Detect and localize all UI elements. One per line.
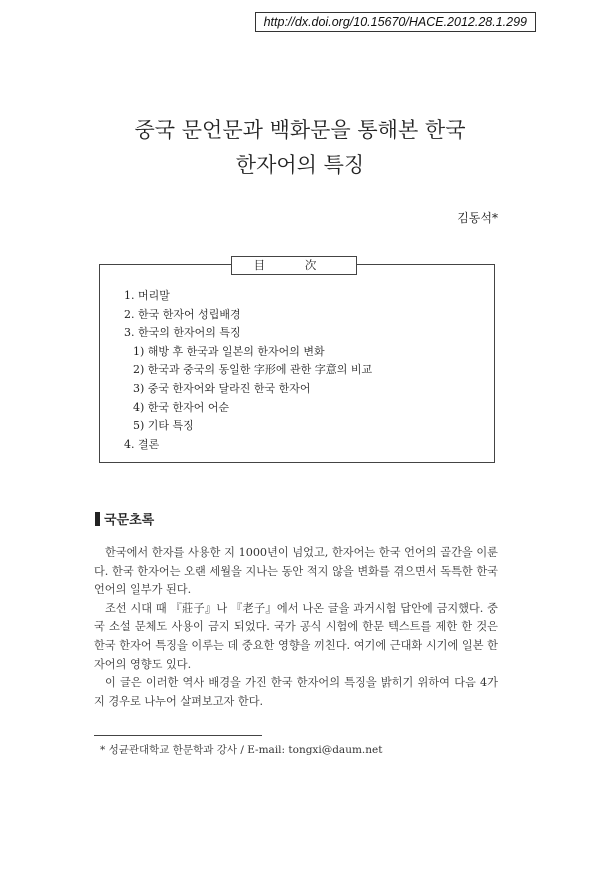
toc-item: 2. 한국 한자어 성립배경 (124, 307, 241, 321)
paper-title-line-1: 중국 문언문과 백화문을 통해본 한국 (134, 118, 466, 142)
abstract-paragraph: 이 글은 이러한 역사 배경을 가진 한국 한자어의 특징을 밝히기 위하여 다음 4가지 경우로 나누어 살펴보고자 한다. (94, 676, 498, 708)
author-name: 김동석* (457, 211, 498, 225)
toc-subitem: 4) 한국 한자어 어순 (133, 400, 230, 414)
author-footnote: * 성균관대학교 한문학과 강사 / E-mail: tongxi@daum.net (100, 744, 383, 756)
abstract-heading (95, 509, 154, 528)
toc-item: 3. 한국의 한자어의 특징 (124, 326, 241, 340)
footnote-divider (94, 735, 262, 736)
table-of-contents (99, 258, 495, 463)
toc-subitem: 2) 한국과 중국의 동일한 字形에 관한 字意의 비교 (133, 363, 373, 377)
toc-list (124, 287, 372, 454)
abstract-paragraph: 조선 시대 때 『莊子』나 『老子』에서 나온 글을 과거시험 답안에 금지했다. 중국 소설 문체도 사용이 금지 되었다. 국가 공식 시험에 한문 텍스트를 제한 한 것은 한국 한자어 특징을 이루는 데 중요한 영향을 끼친다. 여기에 근대화 시기에 일본 한자어의 영향도 있다. (94, 601, 498, 671)
abstract-heading-label: 국문초록 (104, 513, 155, 528)
doi-link[interactable]: http://dx.doi.org/10.15670/HACE.2012.28.1.299 (255, 12, 536, 32)
abstract-body (94, 544, 498, 711)
toc-item: 1. 머리말 (124, 289, 170, 302)
toc-subitem: 5) 기타 특징 (133, 419, 194, 433)
abstract-paragraph: 한국에서 한자를 사용한 지 1000년이 넘었고, 한자어는 한국 언어의 골간을 이룬다. 한국 한자어는 오랜 세월을 지나는 동안 적지 않을 변화를 겪으면서 독특한 한국 언어의 일부가 된다. (94, 546, 498, 597)
heading-bar-icon (95, 512, 100, 526)
toc-heading: 目 次 (231, 256, 357, 275)
paper-title-line-2: 한자어의 특징 (235, 153, 365, 177)
toc-subitem: 1) 해방 후 한국과 일본의 한자어의 변화 (133, 344, 325, 358)
toc-item: 4. 결론 (124, 437, 160, 451)
toc-subitem: 3) 중국 한자어와 달라진 한국 한자어 (133, 381, 311, 395)
